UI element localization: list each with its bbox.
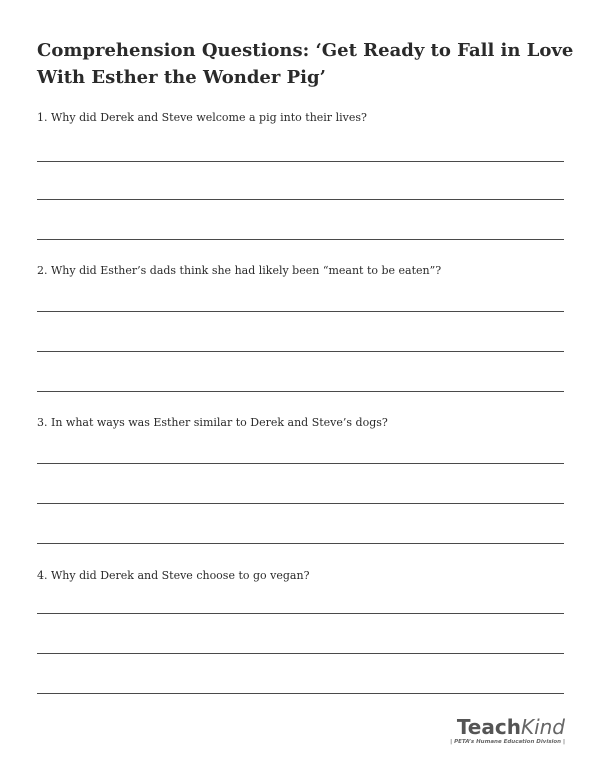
answer-line-2a <box>37 311 564 312</box>
worksheet-title: Comprehension Questions: ‘Get Ready to Fall in Love With Esther the Wonder Pig’ <box>37 40 574 88</box>
answer-line-3a <box>37 463 564 464</box>
question-3: 3. In what ways was Esther similar to Derek and Steve’s dogs? <box>37 416 388 429</box>
question-1: 1. Why did Derek and Steve welcome a pig into their lives? <box>37 111 367 124</box>
logo-teach: Teach <box>456 715 521 739</box>
question-4: 4. Why did Derek and Steve choose to go vegan? <box>37 569 310 582</box>
answer-line-2c <box>37 391 564 392</box>
answer-line-4a <box>37 613 564 614</box>
answer-line-4c <box>37 693 564 694</box>
logo-tagline: | PETA’s Humane Education Division | <box>450 739 565 745</box>
answer-line-1c <box>37 239 564 240</box>
answer-line-4b <box>37 653 564 654</box>
answer-line-3c <box>37 543 564 544</box>
logo-wordmark <box>425 716 565 738</box>
question-2: 2. Why did Esther’s dads think she had likely been “meant to be eaten”? <box>37 264 442 277</box>
answer-line-3b <box>37 503 564 504</box>
answer-line-1b <box>37 199 564 200</box>
answer-line-2b <box>37 351 564 352</box>
teachkind-logo <box>425 716 565 745</box>
logo-kind: Kind <box>520 715 565 739</box>
answer-line-1a <box>37 161 564 162</box>
